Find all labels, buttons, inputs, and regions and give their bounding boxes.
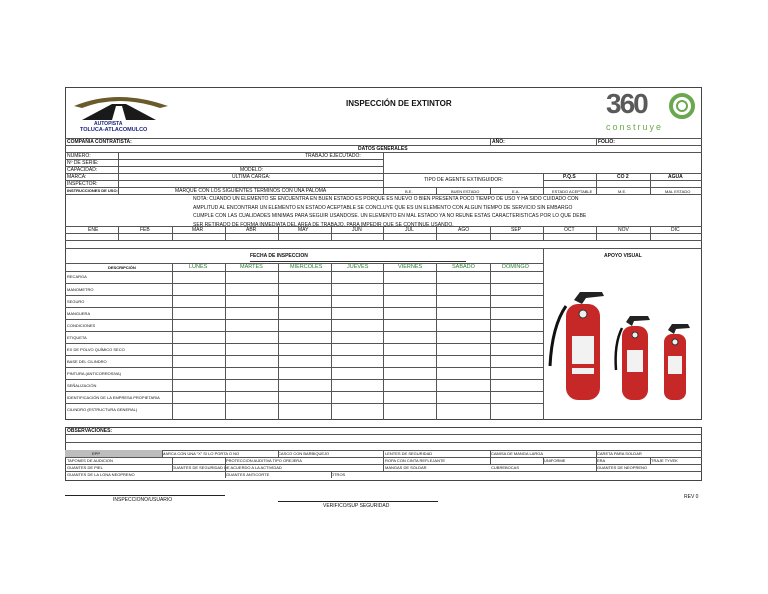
epp-anticorte: GUANTES ANTICORTE <box>226 472 270 477</box>
trabajo-label: TRABAJO EJECUTADO: <box>305 153 361 159</box>
month-dic: DIC <box>671 227 680 233</box>
epp-label: EPP <box>92 451 101 456</box>
ultima-carga-label: ULTIMA CARGA: <box>232 174 271 180</box>
day-viernes: VIERNES <box>398 264 423 270</box>
agent-agua: AGUA <box>668 174 683 180</box>
epp-guantes-piel: GUANTES DE PIEL <box>67 465 103 470</box>
epp-neopreno: GUANTES DE NEOPRENO <box>597 465 648 470</box>
item-etiqueta: ETIQUETA <box>67 335 87 340</box>
inspector-label: INSPECTOR: <box>67 181 98 187</box>
month-ago: AGO <box>458 227 470 233</box>
estado-ea-label: ESTADO ACEPTABLE <box>552 189 593 194</box>
month-mar: MAR <box>192 227 204 233</box>
fecha-inspeccion-label: FECHA DE INSPECCION <box>250 253 308 259</box>
item-manguera: MANGUERA <box>67 311 91 316</box>
estado-be-label: BUEN ESTADO <box>451 189 480 194</box>
marque-text: MARQUE CON LOS SIGUIENTES TERMINOS CON UNA PALOMA <box>175 188 327 194</box>
folio-label: FOLIO: <box>598 139 615 145</box>
item-polvo: EX DE POLVO QUÍMICO SECO <box>67 347 125 352</box>
month-feb: FEB <box>140 227 150 233</box>
modelo-label: MODELO: <box>240 167 264 173</box>
epp-tapones: TAPONES DE AUDICION <box>67 458 113 463</box>
estado-be-code: B.E. <box>405 189 413 194</box>
item-senalizacion: SEÑALIZACIÓN <box>67 383 97 388</box>
estado-me-label: MAL ESTADO <box>665 189 691 194</box>
item-manometro: MANOMETRO <box>67 287 94 292</box>
epp-lentes: LENTES DE SEGURIDAD <box>385 451 433 456</box>
logo-left-line1: AUTOPISTA <box>94 121 123 127</box>
nota-text: NOTA: CUANDO UN ELEMENTO SE ENCUENTRA EN BUEN ESTADO ES PORQUE ES NUEVO O BIEN PRESENTA POCO TIEMPO DE USO Y HA SIDO CUIDADO CON AMPLITUD AL ENCONTRAR UN ELEMENTO EN ESTADO ACEPTABLE SE CONCLUYE QUE ES UN ELEMENTO CON ALGUN TIEMPO DE SERVICIO SIN EMBARGO CUMPLE CON LAS CUALIDADES MINIMAS PARA SEGUIR USANDOSE. UN ELEMENTO EN MAL ESTADO YA NO REUNE ESTAS CARACTERISTICAS POR LO QUE DEBE SER RETIRADO DE FORMA INMEDIATA DEL AREA DE TRABAJO. PARA IMPEDIR QUE SE CONTINUE USANDO. <box>193 196 587 228</box>
item-condiciones: CONDICIONES <box>67 323 96 328</box>
apoyo-visual-label: APOYO VISUAL <box>604 253 642 259</box>
epp-uniforme: UNIFORME <box>544 458 566 463</box>
day-jueves: JUEVES <box>347 264 369 270</box>
agent-pqs: P.Q.S <box>563 174 576 180</box>
epp-orejera: PROTECCION AUDITIVA TIPO OREJERA <box>226 458 302 463</box>
logo-left-line2: TOLUCA-ATLACOMULCO <box>80 127 148 133</box>
logo-ring-icon <box>668 93 696 119</box>
item-cilindro: CILINDRO (ESTRUCTURA GENERAL) <box>67 407 138 412</box>
epp-guantes-actividad: GUANTES DE SEGURIDAD DE ACUERDO A LA ACTIVIDAD <box>172 465 282 470</box>
estado-ea-code: E.A. <box>512 189 520 194</box>
month-nov: NOV <box>618 227 629 233</box>
epp-lona: GUANTES DE LA LONA NEOPRENO <box>67 472 135 477</box>
month-jul: JUL <box>405 227 414 233</box>
epp-cubrebocas: CUBREBOCAS <box>491 465 520 470</box>
serie-label: Nº DE SERIE: <box>67 160 99 166</box>
agent-co2: CO 2 <box>617 174 629 180</box>
year-label: AÑO: <box>492 139 505 145</box>
instrucciones-label: INSTRUCCIONES DE USO: <box>67 188 118 193</box>
day-sabado: SABADO <box>452 264 475 270</box>
item-recarga: RECARGA <box>67 274 87 279</box>
month-ene: ENE <box>88 227 99 233</box>
day-lunes: LUNES <box>189 264 208 270</box>
day-miercoles: MIERCOLES <box>290 264 323 270</box>
inspecciono-label: INSPECCIONO/USUARIO <box>113 497 173 503</box>
item-seguro: SEGURO <box>67 299 85 304</box>
general-heading: DATOS GENERALES <box>358 146 408 152</box>
estado-me-code: M.E. <box>618 189 627 194</box>
rev-label: REV 0 <box>684 494 699 500</box>
epp-casco: CASCO CON BARBIQUEJO <box>278 451 330 456</box>
day-domingo: DOMINGO <box>502 264 529 270</box>
epp-instruction: MARCA CON UNA "X" SI LO PORTA O NO <box>162 451 240 456</box>
epp-header-cell <box>65 450 162 457</box>
day-martes: MARTES <box>240 264 263 270</box>
item-base: BASE DEL CILINDRO <box>67 359 107 364</box>
epp-era: ERA <box>597 458 606 463</box>
epp-tyvek: TRAJE TYVEK <box>651 458 678 463</box>
epp-mangas: MANGAS DE SOLDAR <box>385 465 427 470</box>
epp-ropa: ROPA CON CINTA REFLEJANTE <box>385 458 446 463</box>
company-label: COMPAÑIA CONTRATISTA: <box>67 139 132 145</box>
month-abr: ABR <box>246 227 257 233</box>
capacidad-label: CAPACIDAD: <box>67 167 98 173</box>
descripcion-label: DESCRIPCIÓN <box>108 265 136 270</box>
epp-otros: OTROS <box>331 472 346 477</box>
epp-careta: CARETA PARA SOLDAR <box>597 451 642 456</box>
numero-label: NUMERO: <box>67 153 91 159</box>
marca-label: MARCA: <box>67 174 87 180</box>
form-title: INSPECCIÓN DE EXTINTOR <box>346 99 452 108</box>
tipo-agente-label: TIPO DE AGENTE EXTINGUIDOR: <box>424 177 504 183</box>
extinguisher-image <box>546 286 700 402</box>
item-identificacion: IDENTIFICACIÓN DE LA EMPRESA PROPIETARIA <box>67 395 160 400</box>
logo-construye: construye <box>606 122 664 132</box>
item-pintura: PINTURA (ANTICORROSIVA) <box>67 371 121 376</box>
month-may: MAY <box>298 227 309 233</box>
month-jun: JUN <box>352 227 362 233</box>
verifico-label: VERIFICO/SUP SEGURIDAD <box>323 503 390 509</box>
month-sep: SEP <box>511 227 522 233</box>
month-oct: OCT <box>564 227 575 233</box>
epp-camisa: CAMISA DE MANGA LARGA <box>491 451 544 456</box>
observaciones-label: OBSERVACIONES: <box>67 428 113 434</box>
logo-360: 360 <box>606 88 647 119</box>
